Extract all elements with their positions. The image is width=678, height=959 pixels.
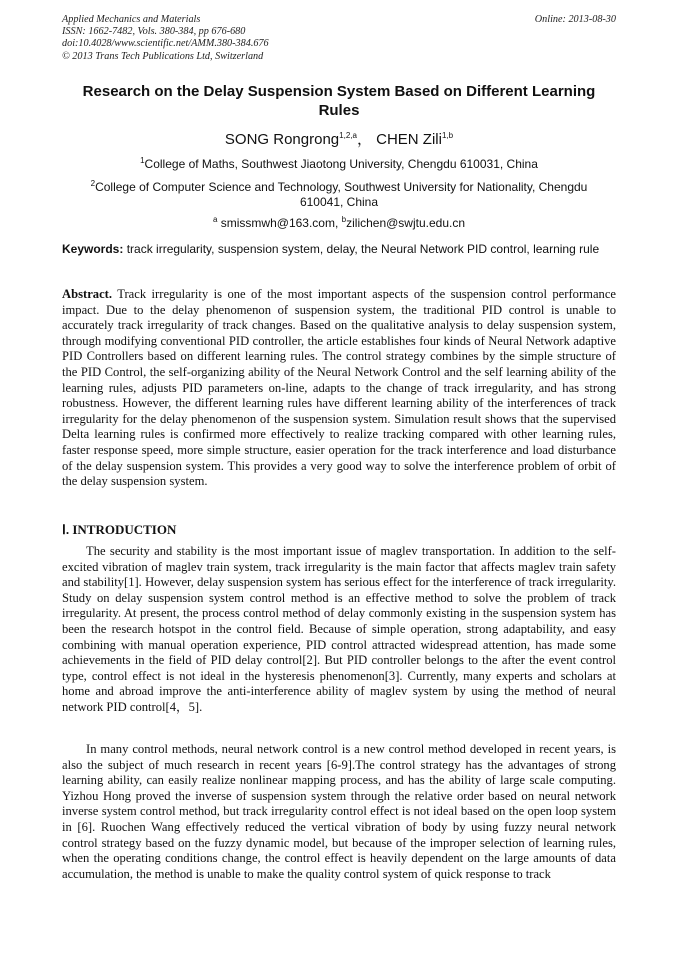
affiliation-marker: 1 [140, 156, 145, 165]
keywords [62, 242, 616, 257]
email-link[interactable]: zilichen@swjtu.edu.cn [346, 216, 466, 230]
affiliation-text: College of Computer Science and Technology, Southwest University for Nationality, Chengdu 610041, China [95, 180, 588, 209]
section-heading [62, 522, 616, 538]
body-paragraph: In many control methods, neural network control is a new control method developed in recent years, is also the subject of much research in recent years [6-9].The control strategy has the advantages of strong learning ability, can easily realize nonlinear mapping process, and has the ability of large scale computing. Yizhou Hong proved the inverse of suspension system through the relative order based on neural network inverse system control method, but track irregularity control effect is not ideal based on the open loop system in [6]. Ruochen Wang effectively reduced the vertical vibration of body by using fuzzy neural network control strategy based on the fuzzy dynamic model, but because of the improper selection of learning rules, when the operating conditions change, the control effect is heavily dependent on the large amounts of data accumulation, the method is unable to make the quality control system of quick response to track [62, 742, 616, 881]
affiliation-1 [62, 157, 616, 172]
issn-line: ISSN: 1662-7482, Vols. 380-384, pp 676-680 [62, 26, 246, 38]
copyright-line: © 2013 Trans Tech Publications Ltd, Switzerland [62, 50, 264, 62]
email-marker: a [212, 215, 218, 224]
journal-name: Applied Mechanics and Materials [62, 14, 201, 25]
doi-line: doi:10.4028/www.scientific.net/AMM.380-384.676 [62, 38, 269, 50]
author-superscript: 1,b [441, 131, 454, 140]
author-line [62, 130, 616, 149]
email-link[interactable]: smissmwh@163.com, [220, 216, 339, 230]
section-title: . INTRODUCTION [65, 522, 177, 537]
paper-title: Research on the Delay Suspension System Based on Different Learning Rules [82, 83, 596, 119]
email-line [62, 216, 616, 231]
affiliation-2 [72, 180, 606, 210]
author-separator: ， [356, 131, 372, 148]
affiliation-marker: 2 [90, 179, 96, 188]
abstract [62, 287, 616, 490]
online-date: Online: 2013-08-30 [534, 14, 616, 25]
journal-header [62, 14, 616, 63]
author-superscript: 1,2,a [339, 131, 357, 140]
body-paragraph: The security and stability is the most important issue of maglev transportation. In addition to the self-excited vibration of maglev train system, track irregularity is the main factor that affects maglev train safety and stability[1]. However, delay suspension system has serious effect for the interference of track irregularity. Study on delay suspension system control method is an effective method to solve the problem of track irregularity. At present, the process control method of delay commonly existing in the suspension system has been the research hotspot in the control field. Because of simple operation, strong adaptability, and easy combining with manual operation experience, PID control attracted widespread attention, has made some achievements in the field of PID delay control[2]. But PID controller belongs to the after the event control type, control effect is not ideal in the hysteresis phenomenon[3]. Currently, many experts and scholars at home and abroad improve the anti-interference ability of maglev system by using the method of neural network PID control[4，5]. [62, 544, 616, 714]
keywords-text: track irregularity, suspension system, delay, the Neural Network PID control, learning rule [126, 242, 600, 256]
author-name: CHEN Zili [376, 131, 442, 148]
section-numeral: Ⅰ [62, 522, 66, 537]
keywords-label: Keywords: [62, 242, 124, 256]
abstract-text: Track irregularity is one of the most important aspects of the suspension control performance impact. Due to the delay phenomenon of suspension system, the traditional PID control is unable to accurately track irregularity of track changes. Based on the qualitative analysis to delay suspension system, through modifying conventional PID controller, the article establishes four kinds of Neural Network adaptive PID Controllers based on different learning rules. The control strategy combines by the simple structure of the PID Control, the self-organizing ability of the Neural Network Control and the self learning ability of the learning rules, adjusts PID parameters on-line, adapts to the change of track irregularity, and has strong robustness. However, the different learning rules have different learning ability of the interferences of track irregularity for the delay phenomenon of the suspension system. Simulation result shows that the supervised Delta learning rules is confirmed more effectively to realize tracking compared with other learning rules, faster response speed, more simple structure, easier operation for the track interference and load disturbance of the delay suspension system. This provides a very good way to solve the interference problem of orbit of the delay suspension system. [62, 287, 617, 489]
author-name: SONG Rongrong [224, 131, 340, 148]
affiliation-text: College of Maths, Southwest Jiaotong University, Chengdu 610031, China [144, 157, 538, 171]
abstract-label: Abstract. [62, 287, 113, 301]
email-marker: b [341, 215, 347, 224]
